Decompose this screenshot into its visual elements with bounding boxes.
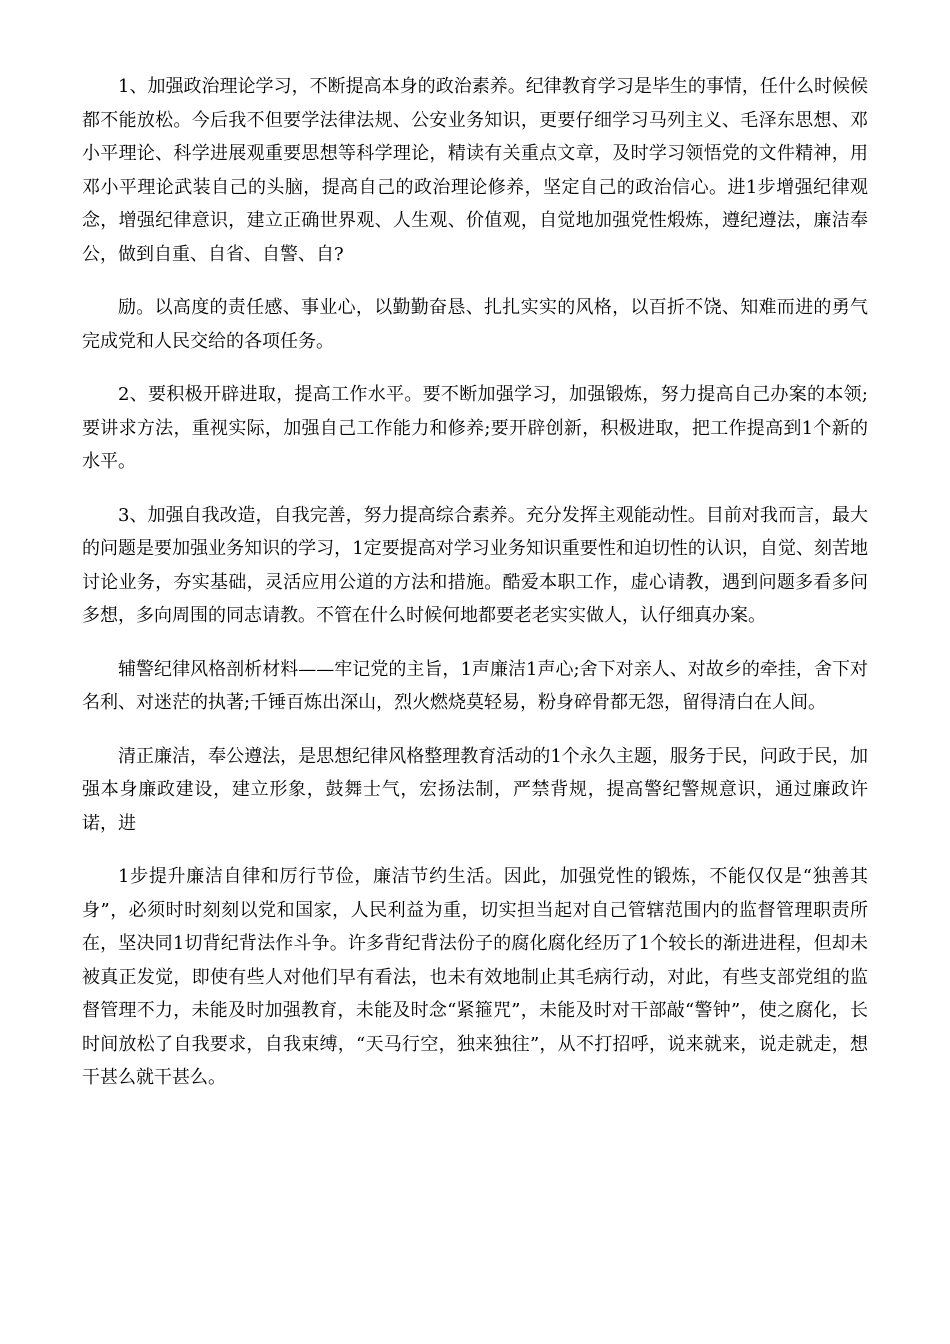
paragraph-5: 辅警纪律风格剖析材料——牢记党的主旨，1声廉洁1声心;舍下对亲人、对故乡的牵挂，舍下对名利、对迷茫的执著;千锤百炼出深山，烈火燃烧莫轻易，粉身碎骨都无怨，留得清白在人间。 <box>82 658 868 713</box>
paragraph-2: 励。以高度的责任感、事业心，以勤勤奋恳、扎扎实实的风格，以百折不饶、知难而进的勇气完成党和人民交给的各项任务。 <box>82 297 868 352</box>
paragraph-3: 2、要积极开辟进取，提高工作水平。要不断加强学习，加强锻炼，努力提高自己办案的本领;要讲求方法，重视实际，加强自己工作能力和修养;要开辟创新，积极进取，把工作提高到1个新的水平。 <box>82 384 868 472</box>
paragraph-1: 1、加强政治理论学习，不断提高本身的政治素养。纪律教育学习是毕生的事情，任什么时候候都不能放松。今后我不但要学法律法规、公安业务知识，更要仔细学习马列主义、毛泽东思想、邓小平理论、科学进展观重要思想等科学理论，精读有关重点文章，及时学习领悟党的文件精神，用邓小平理论武装自己的头脑，提高自己的政治理论修养，坚定自己的政治信心。进1步增强纪律观念，增强纪律意识，建立正确世界观、人生观、价值观，自觉地加强党性煅炼，遵纪遵法，廉洁奉公，做到自重、自省、自警、自? <box>82 76 868 265</box>
paragraph-7: 1步提升廉洁自律和厉行节俭，廉洁节约生活。因此，加强党性的锻炼，不能仅仅是“独善其身”，必须时时刻刻以党和国家，人民利益为重，切实担当起对自己管辖范围内的监督管理职责所在，坚决同1切背纪背法作斗争。许多背纪背法份子的腐化腐化经历了1个较长的渐进进程，但却未被真正发觉，即使有些人对他们早有看法，也未有效地制止其毛病行动，对此，有些支部党组的监督管理不力，未能及时加强教育，未能及时念“紧箍咒”，未能及时对干部敲“警钟”，使之腐化，长时间放松了自我要求，自我束缚，“天马行空，独来独往”，从不打招呼，说来就来，说走就走，想干甚么就干甚么。 <box>82 866 868 1088</box>
document-page <box>82 70 868 1115</box>
paragraph-4: 3、加强自我改造，自我完善，努力提高综合素养。充分发挥主观能动性。目前对我而言，最大的问题是要加强业务知识的学习，1定要提高对学习业务知识重要性和迫切性的认识，自觉、刻苦地讨论业务，夯实基础，灵活应用公道的方法和措施。酷爱本职工作，虚心请教，遇到问题多看多问多想，多向周围的同志请教。不管在什么时候何地都要老老实实做人，认仔细真办案。 <box>82 504 868 626</box>
paragraph-6: 清正廉洁，奉公遵法，是思想纪律风格整理教育活动的1个永久主题，服务于民，问政于民，加强本身廉政建设，建立形象，鼓舞士气，宏扬法制，严禁背规，提高警纪警规意识，通过廉政许诺，进 <box>82 745 868 834</box>
